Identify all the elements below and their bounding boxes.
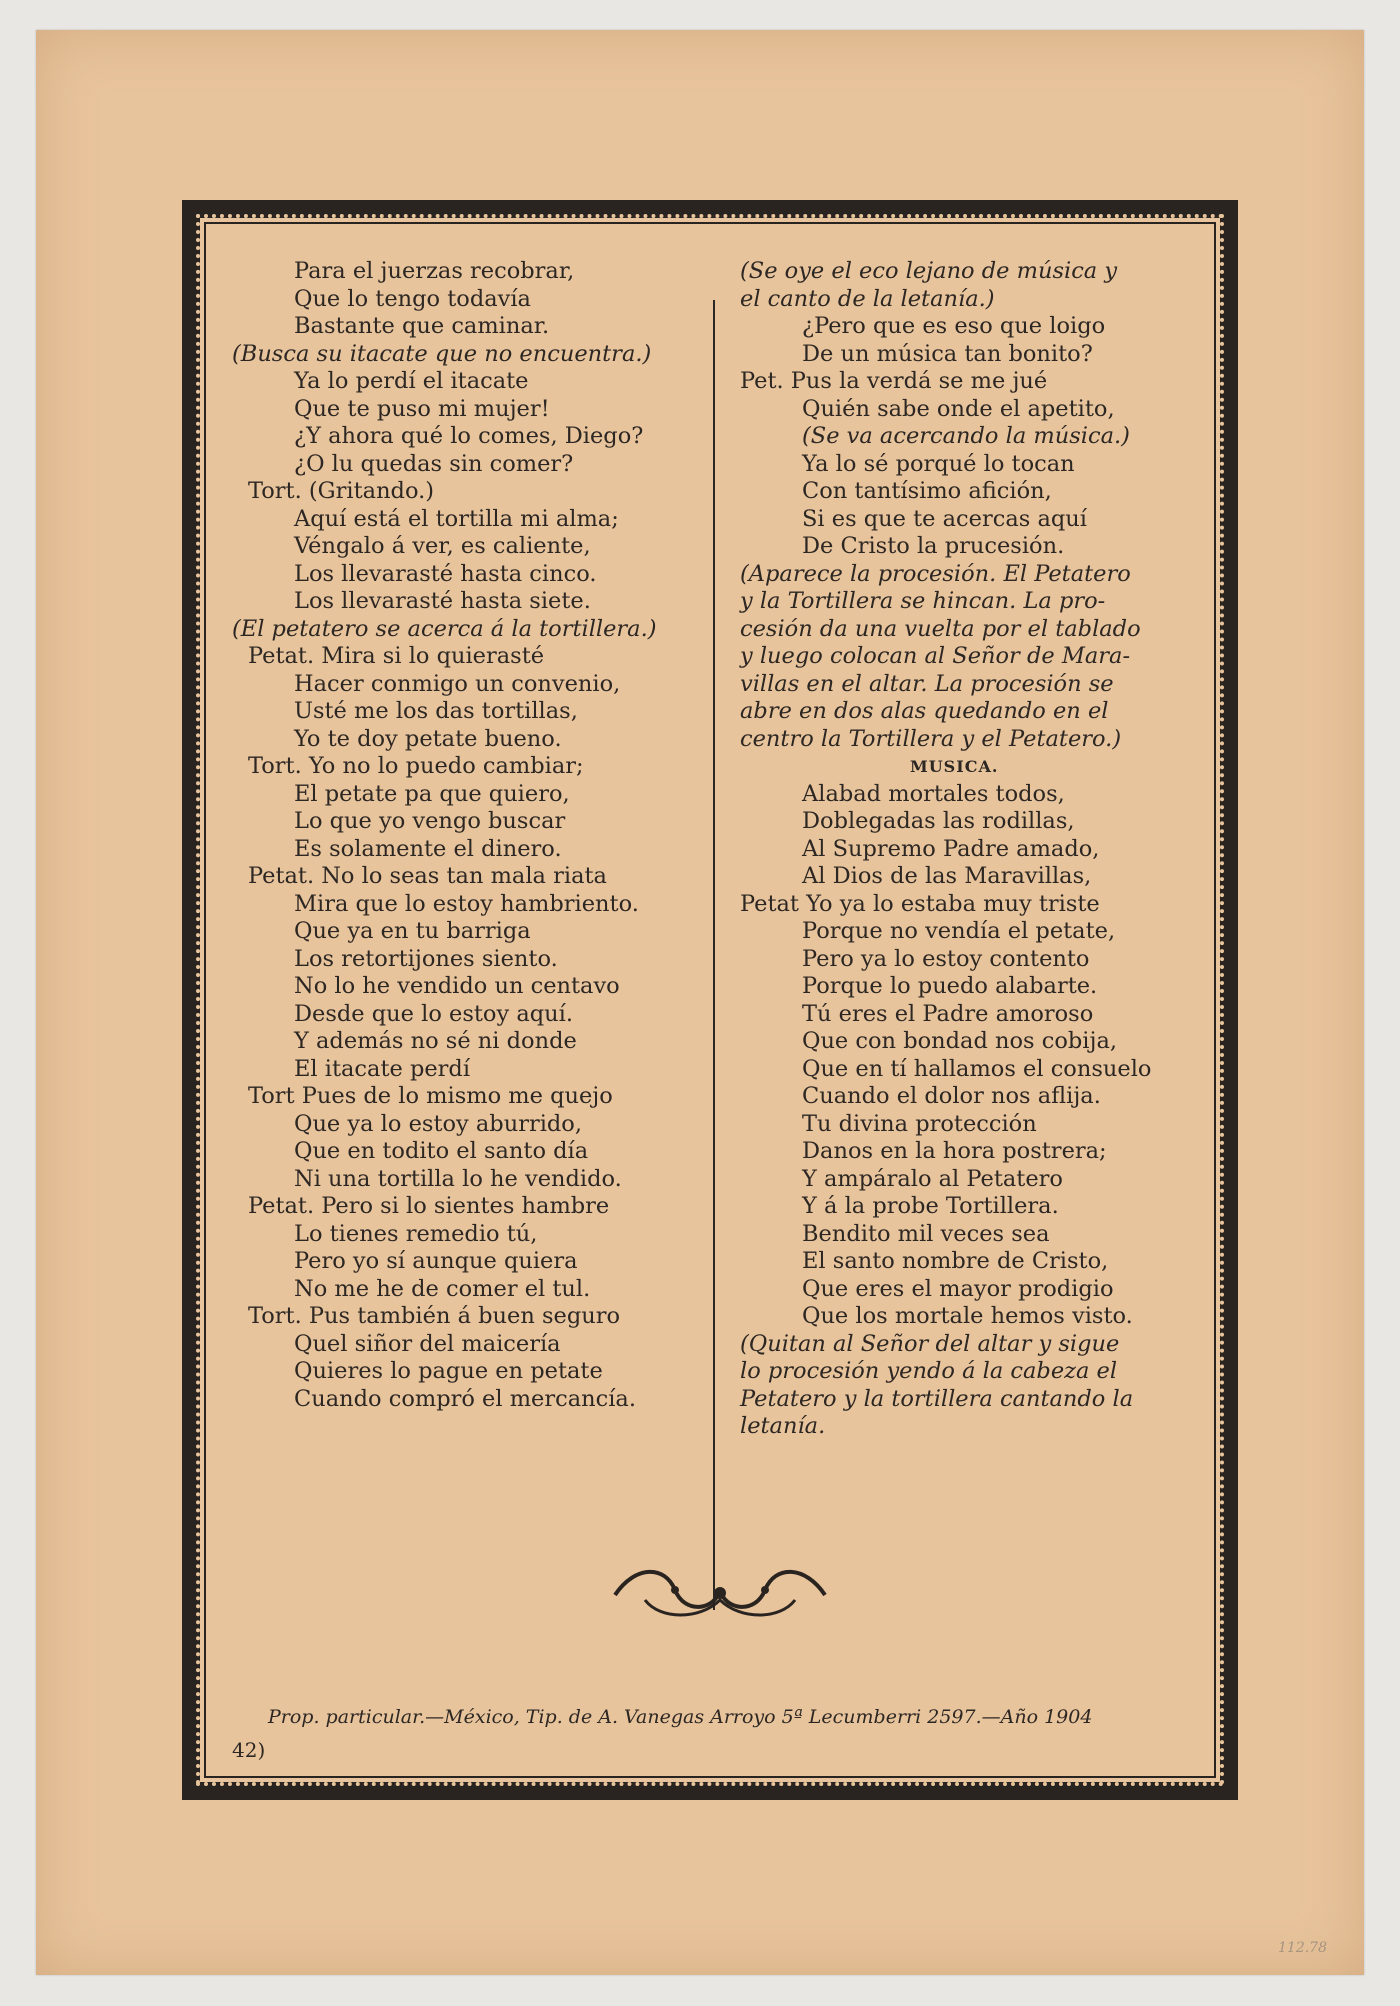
verse-line: villas en el altar. La procesión se: [740, 670, 1114, 697]
verse-line: Petatero y la tortillera cantando la: [740, 1385, 1134, 1412]
verse-line: (El petatero se acerca á la tortillera.): [232, 615, 657, 642]
verse-line: Al Dios de las Maravillas,: [802, 863, 1092, 889]
verse-line: el canto de la letanía.): [740, 285, 995, 312]
verse-line: Los llevarasté hasta siete.: [294, 588, 591, 614]
verse-line: Ya lo sé porqué lo tocan: [802, 450, 1075, 477]
verse-line: Ni una tortilla lo he vendido.: [294, 1165, 622, 1192]
verse-line: Desde que lo estoy aquí.: [294, 1000, 573, 1027]
verse-line: No lo he vendido un centavo: [294, 973, 620, 999]
verse-line: Pet. Pus la verdá se me jué: [740, 368, 1048, 394]
verse-line: Usté me los das tortillas,: [294, 698, 578, 724]
verse-line: Petat Yo ya lo estaba muy triste: [740, 890, 1100, 917]
verse-line: (Busca su itacate que no encuentra.): [232, 340, 652, 367]
verse-line: De un música tan bonito?: [802, 340, 1093, 367]
verse-line: ¿O lu quedas sin comer?: [294, 450, 574, 477]
verse-line: Pero ya lo estoy contento: [802, 945, 1090, 972]
verse-line: Con tantísimo afición,: [802, 478, 1052, 504]
verse-line: (Se oye el eco lejano de música y: [740, 258, 1118, 284]
verse-line: Tort Pues de lo mismo me quejo: [248, 1083, 613, 1109]
verse-line: El itacate perdí: [294, 1055, 471, 1082]
verse-line: Pero yo sí aunque quiera: [294, 1248, 578, 1274]
verse-line: y luego colocan al Señor de Mara-: [740, 643, 1131, 669]
verse-line: Tu divina protección: [802, 1110, 1037, 1137]
verse-line: Tort. Pus también á buen seguro: [248, 1303, 621, 1329]
verse-line: (Se va acercando la música.): [802, 423, 1130, 449]
verse-line: Que lo tengo todavía: [294, 285, 531, 312]
verse-line: letanía.: [740, 1413, 826, 1439]
verse-line: Tort. Yo no lo puedo cambiar;: [248, 753, 584, 779]
verse-line: Tú eres el Padre amoroso: [802, 1000, 1094, 1027]
column-divider: [713, 300, 715, 1610]
verse-line: Petat. Mira si lo quierasté: [248, 643, 545, 669]
verse-line: Hacer conmigo un convenio,: [294, 670, 621, 697]
verse-line: Petat. Pero si lo sientes hambre: [248, 1193, 610, 1219]
page-number: 42): [232, 1738, 266, 1762]
verse-line: Yo te doy petate bueno.: [294, 725, 562, 752]
verse-line: Que te puso mi mujer!: [294, 395, 550, 422]
verse-line: Para el juerzas recobrar,: [294, 258, 575, 284]
verse-line: Véngalo á ver, es caliente,: [294, 533, 591, 559]
verse-line: Doblegadas las rodillas,: [802, 808, 1075, 834]
verse-line: Quel siñor del maicería: [294, 1330, 561, 1357]
verse-line: Que en todito el santo día: [294, 1138, 589, 1164]
verse-line: Que ya en tu barriga: [294, 918, 531, 944]
verse-line: Porque no vendía el petate,: [802, 918, 1116, 944]
verse-line: ¿Pero que es eso que loigo: [802, 313, 1106, 339]
verse-line: Alabad mortales todos,: [802, 780, 1065, 807]
verse-line: Cuando compró el mercancía.: [294, 1385, 636, 1412]
verse-line: Que eres el mayor prodigio: [802, 1275, 1114, 1302]
verse-line: centro la Tortillera y el Petatero.): [740, 725, 1122, 752]
decorative-flourish: [605, 1555, 835, 1625]
verse-line: (Aparece la procesión. El Petatero: [740, 560, 1131, 587]
verse-line: Lo tienes remedio tú,: [294, 1220, 538, 1247]
verse-line: Los llevarasté hasta cinco.: [294, 560, 597, 587]
verse-line: Y ampáralo al Petatero: [802, 1165, 1063, 1192]
right-column: [740, 258, 1200, 1441]
verse-line: Quieres lo pague en petate: [294, 1358, 603, 1384]
verse-line: Aquí está el tortilla mi alma;: [294, 505, 619, 532]
verse-line: ¿Y ahora qué lo comes, Diego?: [294, 423, 644, 449]
verse-line: De Cristo la prucesión.: [802, 533, 1065, 559]
verse-line: Tort. (Gritando.): [248, 478, 435, 504]
verse-line: Los retortijones siento.: [294, 945, 558, 972]
imprint-footer: Prop. particular.—México, Tip. de A. Vanegas Arroyo 5ª Lecumberri 2597.—Año 1904: [268, 1706, 1093, 1728]
verse-line: Quién sabe onde el apetito,: [802, 395, 1115, 422]
archive-mark: 112.78: [1278, 1940, 1327, 1956]
verse-line: Lo que yo vengo buscar: [294, 808, 566, 834]
verse-line: abre en dos alas quedando en el: [740, 698, 1109, 724]
verse-line: Mira que lo estoy hambriento.: [294, 890, 639, 917]
verse-line: Y además no sé ni donde: [294, 1028, 577, 1054]
verse-line: Bendito mil veces sea: [802, 1220, 1050, 1247]
verse-line: Que los mortale hemos visto.: [802, 1303, 1133, 1329]
verse-line: Que ya lo estoy aburrido,: [294, 1110, 583, 1137]
verse-line: El santo nombre de Cristo,: [802, 1248, 1109, 1274]
verse-line: MUSICA.: [910, 757, 999, 776]
verse-line: Si es que te acercas aquí: [802, 505, 1087, 532]
verse-line: y la Tortillera se hincan. La pro-: [740, 588, 1106, 614]
left-column: [232, 258, 692, 1413]
verse-line: Porque lo puedo alabarte.: [802, 973, 1098, 999]
verse-line: Que con bondad nos cobija,: [802, 1028, 1118, 1054]
verse-line: Danos en la hora postrera;: [802, 1138, 1107, 1164]
verse-line: Bastante que caminar.: [294, 313, 550, 339]
verse-line: Al Supremo Padre amado,: [802, 835, 1100, 862]
verse-line: El petate pa que quiero,: [294, 780, 570, 807]
verse-line: No me he de comer el tul.: [294, 1275, 591, 1302]
verse-line: Es solamente el dinero.: [294, 835, 562, 862]
verse-line: cesión da una vuelta por el tablado: [740, 615, 1141, 642]
verse-line: (Quitan al Señor del altar y sigue: [740, 1330, 1120, 1357]
verse-line: Petat. No lo seas tan mala riata: [248, 863, 607, 889]
verse-line: lo procesión yendo á la cabeza el: [740, 1358, 1118, 1384]
verse-line: Y á la probe Tortillera.: [802, 1193, 1059, 1219]
verse-line: Que en tí hallamos el consuelo: [802, 1055, 1152, 1082]
verse-line: Cuando el dolor nos aflija.: [802, 1083, 1101, 1109]
verse-line: Ya lo perdí el itacate: [294, 368, 529, 394]
